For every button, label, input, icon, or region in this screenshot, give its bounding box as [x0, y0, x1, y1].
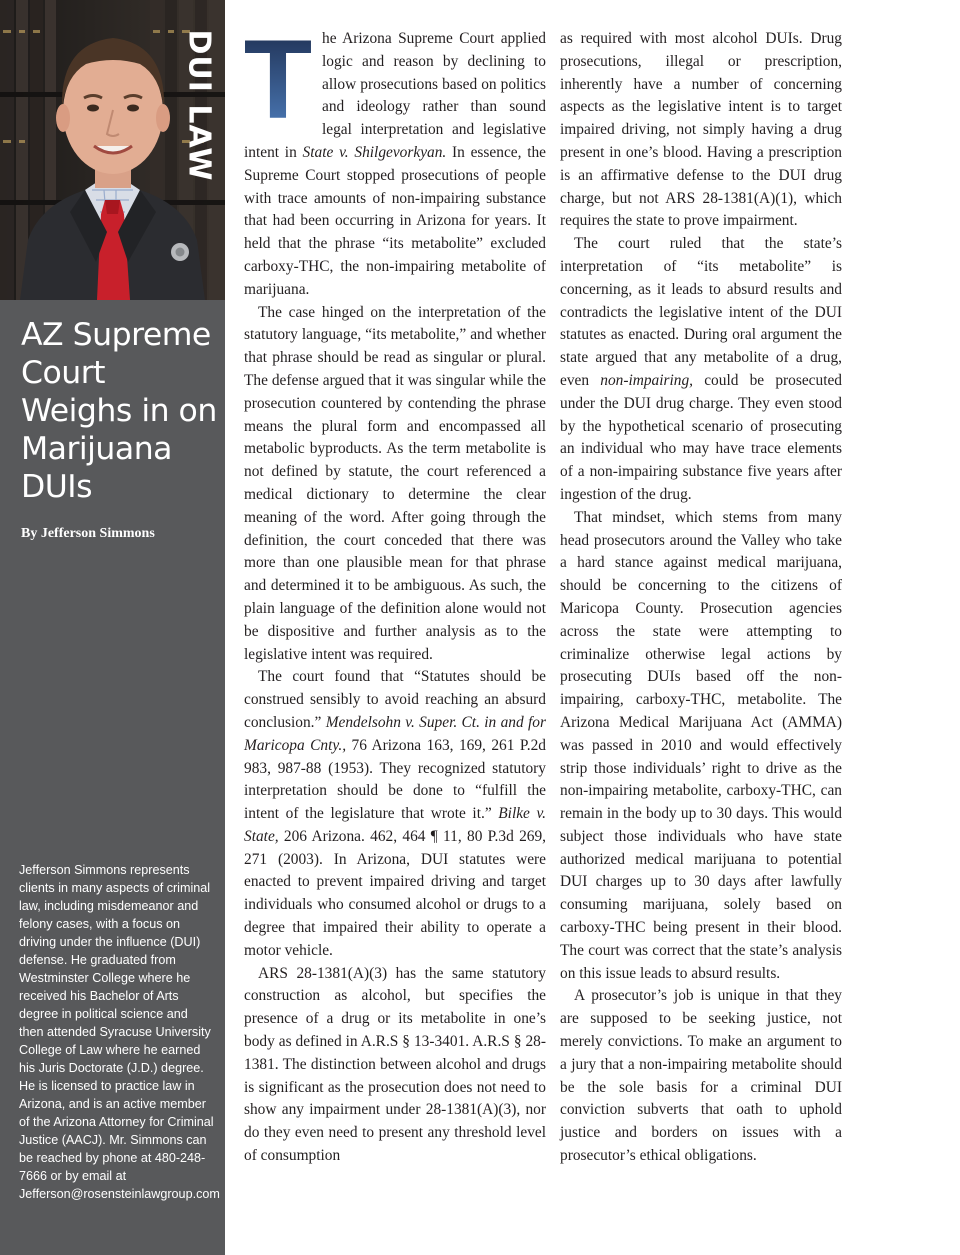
- paragraph-text: could be prosecuted under the DUI drug charge. They even stood by the hypothetical scenario of prosecuting an individual who may have trace elements of a non-impairing substance five years after ingestion of the drug.: [560, 371, 842, 503]
- article-column-1: [244, 28, 546, 1168]
- paragraph-text: 206 Arizona. 462, 464 ¶ 11, 80 P.3d 269, 271 (2003). In Arizona, DUI statutes were enacted to prevent impaired driving and target individuals who consumed alcohol or drugs to a degree that impaired their ability to operate a motor vehicle.: [244, 827, 546, 959]
- case-citation: State v. Shilgevorkyan.: [302, 143, 447, 161]
- paragraph: ARS 28-1381(A)(3) has the same statutory construction as alcohol, but specifies the presence of a drug or its metabolite in one’s body as defined in A.R.S § 13-3401. A.R.S § 28-1381. The distinction between alcohol and drugs is significant as the prosecution does not need to show any impairment under 28-1381(A)(3), nor do they even need to present any threshold level of consumption: [244, 964, 546, 1165]
- case-citation: Mendelsohn v. Super. Ct. in and for Maricopa Cnty.,: [244, 713, 546, 754]
- paragraph-text: The court found that “Statutes should be construed sensibly to avoid reaching an absurd conclusion.”: [244, 668, 546, 731]
- paragraph-text: The court ruled that the state’s interpretation of “its metabolite” is concerning, as it leads to absurd results and contradicts the legislative intent of the DUI statutes as enacted. During oral argument the state argued that any metabolite of a drug, even: [560, 235, 842, 389]
- section-label-text: DUI LAW: [181, 29, 217, 181]
- paragraph: [244, 28, 546, 302]
- paragraph: as required with most alcohol DUIs. Drug prosecutions, illegal or prescription, inherently have a number of concerning aspects as the legislative intent is to target impaired driving, not simply having a drug present in one’s blood. Having a prescription is an affirmative defense to the DUI drug charge, but not ARS 28-1381(A)(1), which requires the state to prove impairment.: [560, 30, 842, 230]
- paragraph: That mindset, which stems from many head prosecutors around the Valley who take a hard stance against medical marijuana, should be concerning to the citizens of Maricopa County. Prosecution agencies across the state were attempting to criminalize otherwise legal actions by prosecuting DUIs based off the non-impairing, carboxy-THC, metabolite. The Arizona Medical Marijuana Act (AMMA) was passed in 2010 and would effectively strip those individuals’ right to drive as the non-impairing metabolite, carboxy-THC, can remain in the body up to 30 days. This would subject those individuals who have state authorized medical marijuana to potential DUI charges up to 30 days after lawfully consuming marijuana, solely based on carboxy-THC being present in their blood. The court was correct that the state’s analysis on this issue leads to absurd results.: [560, 508, 842, 982]
- case-citation: Bilke v. State,: [244, 805, 547, 845]
- paragraph: A prosecutor’s job is unique in that they are supposed to be seeking justice, not merely convictions. To make an argument to a jury that a non-impairing metabolite should be the sole basis for a criminal DUI conviction subverts that oath to uphold justice and borders on issues with a prosecutor’s ethical obligations.: [560, 987, 842, 1165]
- section-label: [175, 30, 223, 180]
- article-title: AZ Supreme Court Weighs in on Marijuana DUIs: [21, 317, 217, 505]
- drop-cap-letter: T: [244, 34, 312, 124]
- paragraph: [560, 233, 842, 507]
- author-bio: Jefferson Simmons represents clients in many aspects of criminal law, including misdemeanor and felony cases, with a focus on driving under the influence (DUI) defense. He graduated from Westminster College where he received his Bachelor of Arts degree in political science and then attended Syracuse University College of Law where he earned his Juris Doctorate (J.D.) degree. He is licensed to practice law in Arizona, and is an active member of the Arizona Attorney for Criminal Justice (AACJ). Mr. Simmons can be reached by phone at 480-248-7666 or by email at Jefferson@rosensteinlawgroup.com: [19, 863, 220, 1201]
- paragraph-text: he Arizona Supreme Court applied logic and reason by declining to allow prosecutions based on politics and ideology rather than sound legal interpretation and legislative intent in: [244, 30, 546, 161]
- paragraph: The case hinged on the interpretation of the statutory language, “its metabolite,” and whether that phrase should be read as singular or plural. The defense argued that it was singular while the prosecution countered by contending the phrase means the plural form and encompassed all metabolic byproducts. As the term metabolite is not defined by statute, the court referenced a medical dictionary to determine the clear meaning of the word. After going through the definition, the court conceded that there was more than one plausible mean for that phrase and determined it to be ambiguous. As such, the plain language of the definition alone would not be dispositive and further analysis as to the legislative intent was required.: [244, 303, 546, 663]
- paragraph: [244, 666, 546, 962]
- article-column-2: [560, 28, 842, 1168]
- emphasis: non-impairing,: [600, 371, 694, 389]
- paragraph-text: In essence, the Supreme Court stopped prosecutions of people with trace amounts of non-impairing substance that had been occurring in Arizona for years. It held that the phrase “its metabolite” excluded carboxy-THC, the non-impairing metabolite of marijuana.: [244, 143, 547, 298]
- paragraph-text: 76 Arizona 163, 169, 261 P.2d 983, 987-88 (1953). They recognized statutory interpretation should be done to “fulfill the intent of the legislature that wrote it.”: [244, 736, 546, 823]
- drop-cap: [244, 34, 312, 124]
- sidebar: [0, 0, 225, 1255]
- byline: By Jefferson Simmons: [21, 526, 155, 541]
